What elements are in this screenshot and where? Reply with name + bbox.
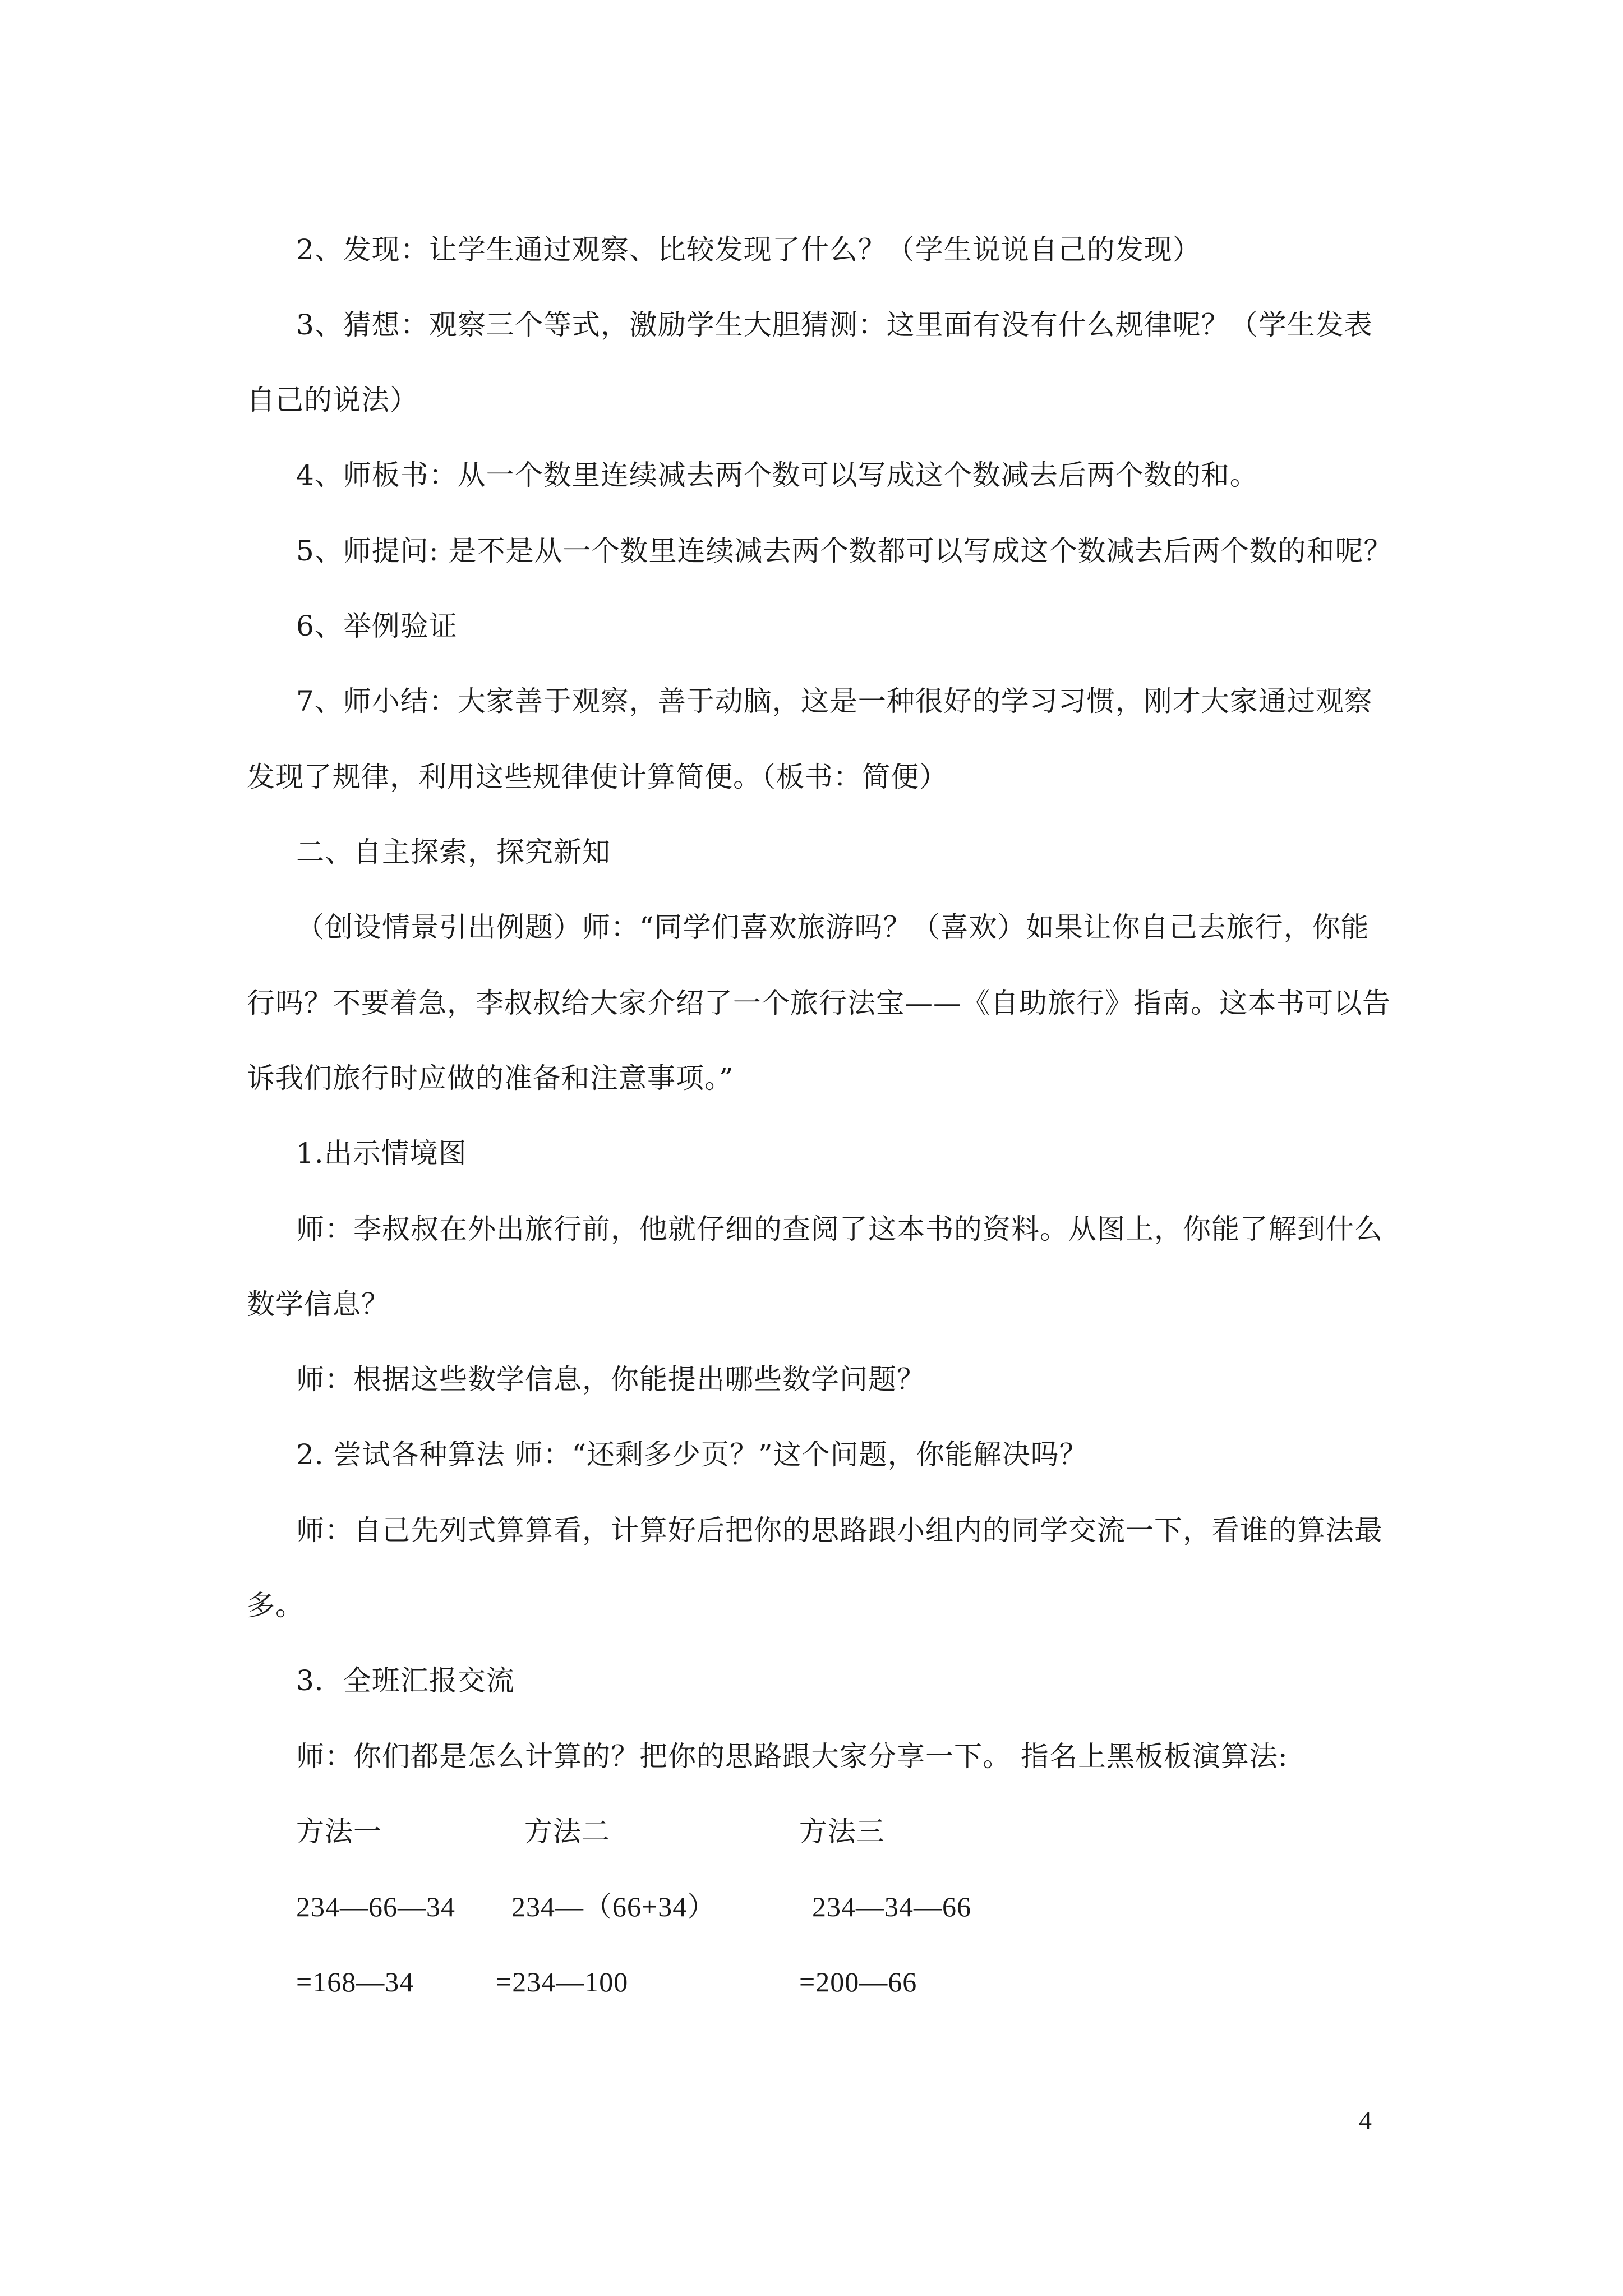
paragraph-discovery: 2、发现：让学生通过观察、比较发现了什么？（学生说说自己的发现） bbox=[296, 233, 1201, 266]
paragraph-summary-line1: 7、师小结：大家善于观察，善于动脑，这是一种很好的学习习惯，刚才大家通过观察 bbox=[296, 685, 1373, 717]
paragraph-example-verify: 6、举例验证 bbox=[296, 610, 458, 642]
paragraph-intro-line1: （创设情景引出例题）师：“同学们喜欢旅游吗？（喜欢）如果让你自己去旅行，你能 bbox=[296, 911, 1370, 944]
method-one-title: 方法一 bbox=[296, 1815, 382, 1848]
paragraph-guess-line2: 自己的说法） bbox=[247, 384, 418, 416]
method-three-step: =200—66 bbox=[799, 1966, 917, 1998]
paragraph-teacher-group-line1: 师：自己先列式算算看，计算好后把你的思路跟小组内的同学交流一下，看谁的算法最 bbox=[296, 1514, 1383, 1547]
paragraph-teacher-question: 5、师提问: 是不是从一个数里连续减去两个数都可以写成这个数减去后两个数的和呢？ bbox=[296, 535, 1393, 567]
method-two-step: =234—100 bbox=[496, 1966, 629, 1998]
paragraph-teacher-questions: 师：根据这些数学信息，你能提出哪些数学问题？ bbox=[296, 1363, 925, 1396]
paragraph-teacher-share: 师：你们都是怎么计算的？把你的思路跟大家分享一下。 指名上黑板板演算法: bbox=[296, 1740, 1288, 1773]
method-two-title: 方法二 bbox=[524, 1815, 610, 1848]
section-heading: 二、自主探索，探究新知 bbox=[296, 836, 611, 868]
step-try-methods: 2. 尝试各种算法 师：“还剩多少页？”这个问题，你能解决吗？ bbox=[296, 1438, 1088, 1471]
paragraph-guess-line1: 3、猜想：观察三个等式，激励学生大胆猜测：这里面有没有什么规律呢？（学生发表 bbox=[296, 309, 1373, 341]
paragraph-intro-line3: 诉我们旅行时应做的准备和注意事项。” bbox=[247, 1062, 734, 1094]
paragraph-teacher-info-line2: 数学信息？ bbox=[247, 1288, 390, 1320]
paragraph-board-writing: 4、师板书：从一个数里连续减去两个数可以写成这个数减去后两个数的和。 bbox=[296, 459, 1258, 491]
step-class-report: 3．全班汇报交流 bbox=[296, 1664, 515, 1697]
method-two-expression: 234—（66+34） bbox=[511, 1891, 716, 1922]
method-one-step: =168—34 bbox=[296, 1966, 414, 1998]
paragraph-summary-line2: 发现了规律，利用这些规律使计算简便。（板书：简便） bbox=[247, 761, 948, 793]
page-number: 4 bbox=[1359, 2106, 1372, 2134]
method-three-title: 方法三 bbox=[799, 1815, 885, 1848]
method-three-expression: 234—34—66 bbox=[812, 1891, 971, 1922]
step-show-scene: 1.出示情境图 bbox=[296, 1137, 467, 1170]
paragraph-teacher-group-line2: 多。 bbox=[247, 1589, 304, 1622]
method-one-expression: 234—66—34 bbox=[296, 1891, 455, 1922]
paragraph-teacher-info-line1: 师：李叔叔在外出旅行前，他就仔细的查阅了这本书的资料。从图上，你能了解到什么 bbox=[296, 1213, 1383, 1245]
paragraph-intro-line2: 行吗？不要着急，李叔叔给大家介绍了一个旅行法宝——《自助旅行》指南。这本书可以告 bbox=[247, 987, 1391, 1019]
